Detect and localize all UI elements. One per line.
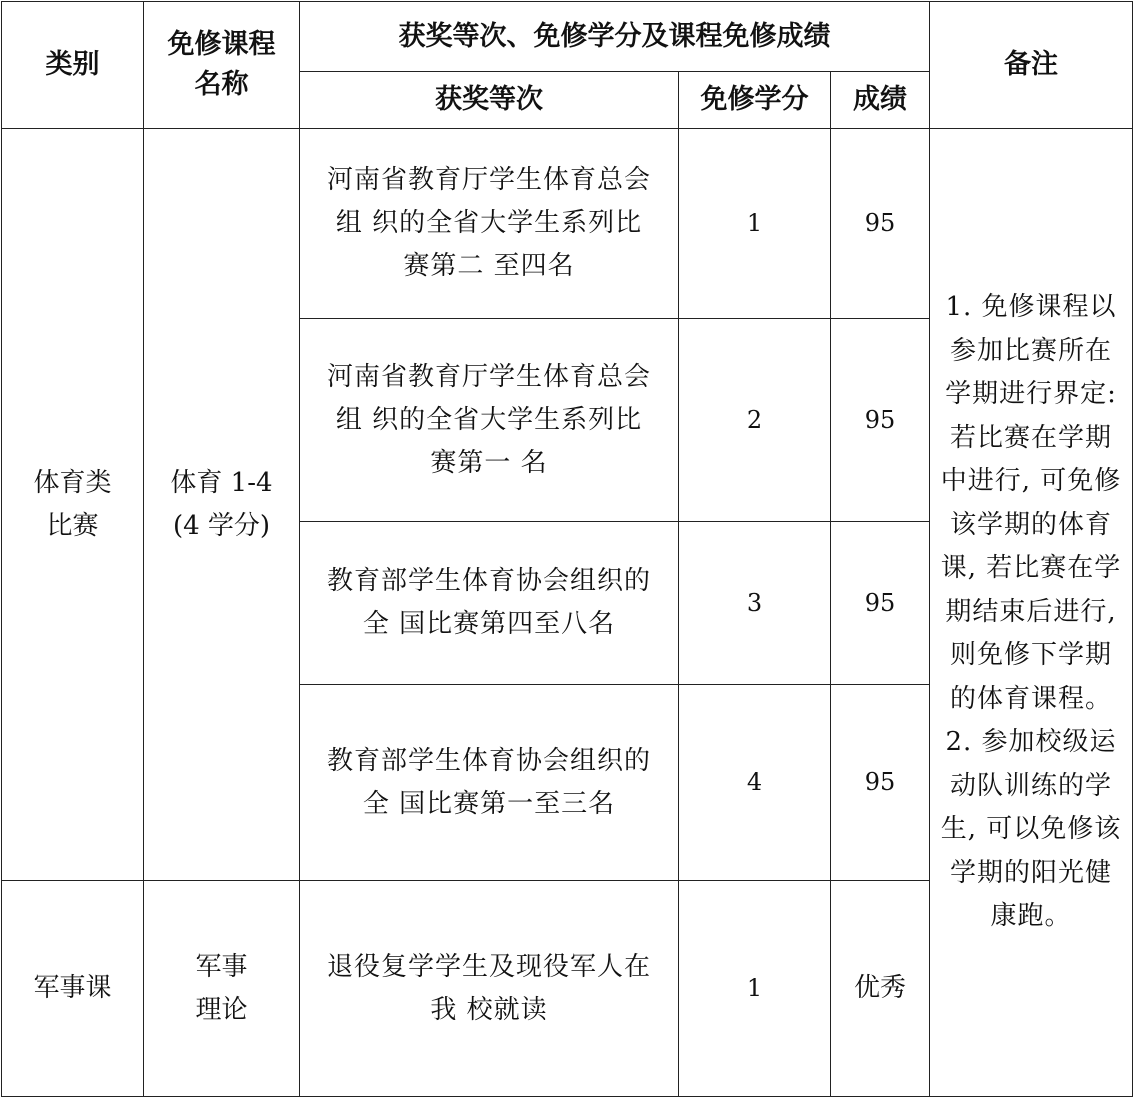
course-sports-line2: (4 学分) (172, 510, 271, 541)
score-cell: 优秀 (831, 881, 930, 1097)
award-cell (300, 685, 679, 881)
header-category-text: 类别 (45, 49, 100, 80)
header-score-text: 成绩 (853, 84, 907, 115)
remark-line: 康跑。 (990, 901, 1072, 932)
award-line: 退役复学学生及现役军人在 (326, 951, 651, 982)
award-line: 教育部学生体育协会组织的 (326, 566, 651, 596)
remark-line: 若比赛在学期 (949, 422, 1112, 453)
course-military-line2: 理论 (195, 994, 248, 1025)
remark-line: 参加比赛所在 (949, 335, 1112, 366)
remark-cell (930, 129, 1133, 1097)
header-credit (679, 72, 831, 129)
remark-line: 课, 若比赛在学 (940, 553, 1122, 584)
award-cell (300, 319, 679, 522)
award-line: 组 织的全省大学生系列比 (335, 404, 643, 435)
header-row-1 (2, 2, 1133, 72)
header-course (144, 2, 300, 129)
remark-line: 该学期的体育 (949, 509, 1112, 540)
remark-line: 2. 参加校级运 (945, 727, 1117, 758)
header-course-line1: 免修课程 (167, 29, 276, 60)
category-military-text: 军事课 (33, 973, 112, 1003)
award-line: 全 国比赛第一至三名 (362, 788, 616, 819)
remark-line: 1. 免修课程以 (945, 292, 1117, 323)
score-cell: 95 (831, 685, 930, 881)
score-cell: 95 (831, 522, 930, 685)
award-line: 河南省教育厅学生体育总会 (326, 361, 651, 392)
table-row (2, 129, 1133, 319)
credit-cell: 1 (679, 881, 831, 1097)
award-line: 赛第一 名 (430, 447, 548, 478)
header-group-text: 获奖等次、免修学分及课程免修成绩 (398, 20, 831, 52)
award-line: 组 织的全省大学生系列比 (335, 208, 643, 238)
header-category (2, 2, 144, 129)
credit-cell: 1 (679, 129, 831, 319)
score-cell: 95 (831, 129, 930, 319)
remark-line: 则免修下学期 (949, 640, 1112, 671)
credit-cell: 3 (679, 522, 831, 685)
course-military-line1: 军事 (195, 951, 248, 982)
remark-line: 学期进行界定: (945, 379, 1117, 410)
header-remark-text: 备注 (1004, 49, 1058, 80)
header-course-line2: 名称 (194, 69, 249, 100)
category-sports-line1: 体育类 (33, 467, 112, 498)
credit-cell: 2 (679, 319, 831, 522)
score-cell: 95 (831, 319, 930, 522)
remark-line: 动队训练的学 (949, 770, 1112, 801)
header-credit-text: 免修学分 (700, 84, 809, 115)
award-line: 我 校就读 (430, 994, 548, 1025)
credit-cell: 4 (679, 685, 831, 881)
remark-line: 学期的阳光健 (949, 857, 1112, 888)
header-score (831, 72, 930, 129)
category-military (2, 881, 144, 1097)
header-award-text: 获奖等次 (435, 84, 543, 115)
award-cell (300, 881, 679, 1097)
course-military (144, 881, 300, 1097)
remark-line: 生, 可以免修该 (940, 814, 1122, 845)
award-cell (300, 129, 679, 319)
exemption-table (1, 1, 1133, 1097)
category-sports-line2: 比赛 (46, 510, 99, 541)
award-line: 教育部学生体育协会组织的 (326, 745, 651, 776)
remark-line: 的体育课程。 (949, 683, 1112, 714)
remark-line: 中进行, 可免修 (940, 466, 1122, 497)
header-group (300, 2, 930, 72)
course-sports (144, 129, 300, 881)
header-remark (930, 2, 1133, 129)
remark-line: 期结束后进行, (945, 596, 1117, 627)
category-sports (2, 129, 144, 881)
award-line: 河南省教育厅学生体育总会 (326, 165, 651, 195)
course-sports-line1: 体育 1-4 (170, 467, 273, 498)
award-line: 全 国比赛第四至八名 (362, 609, 616, 639)
award-line: 赛第二 至四名 (403, 251, 575, 281)
award-cell (300, 522, 679, 685)
header-award (300, 72, 679, 129)
